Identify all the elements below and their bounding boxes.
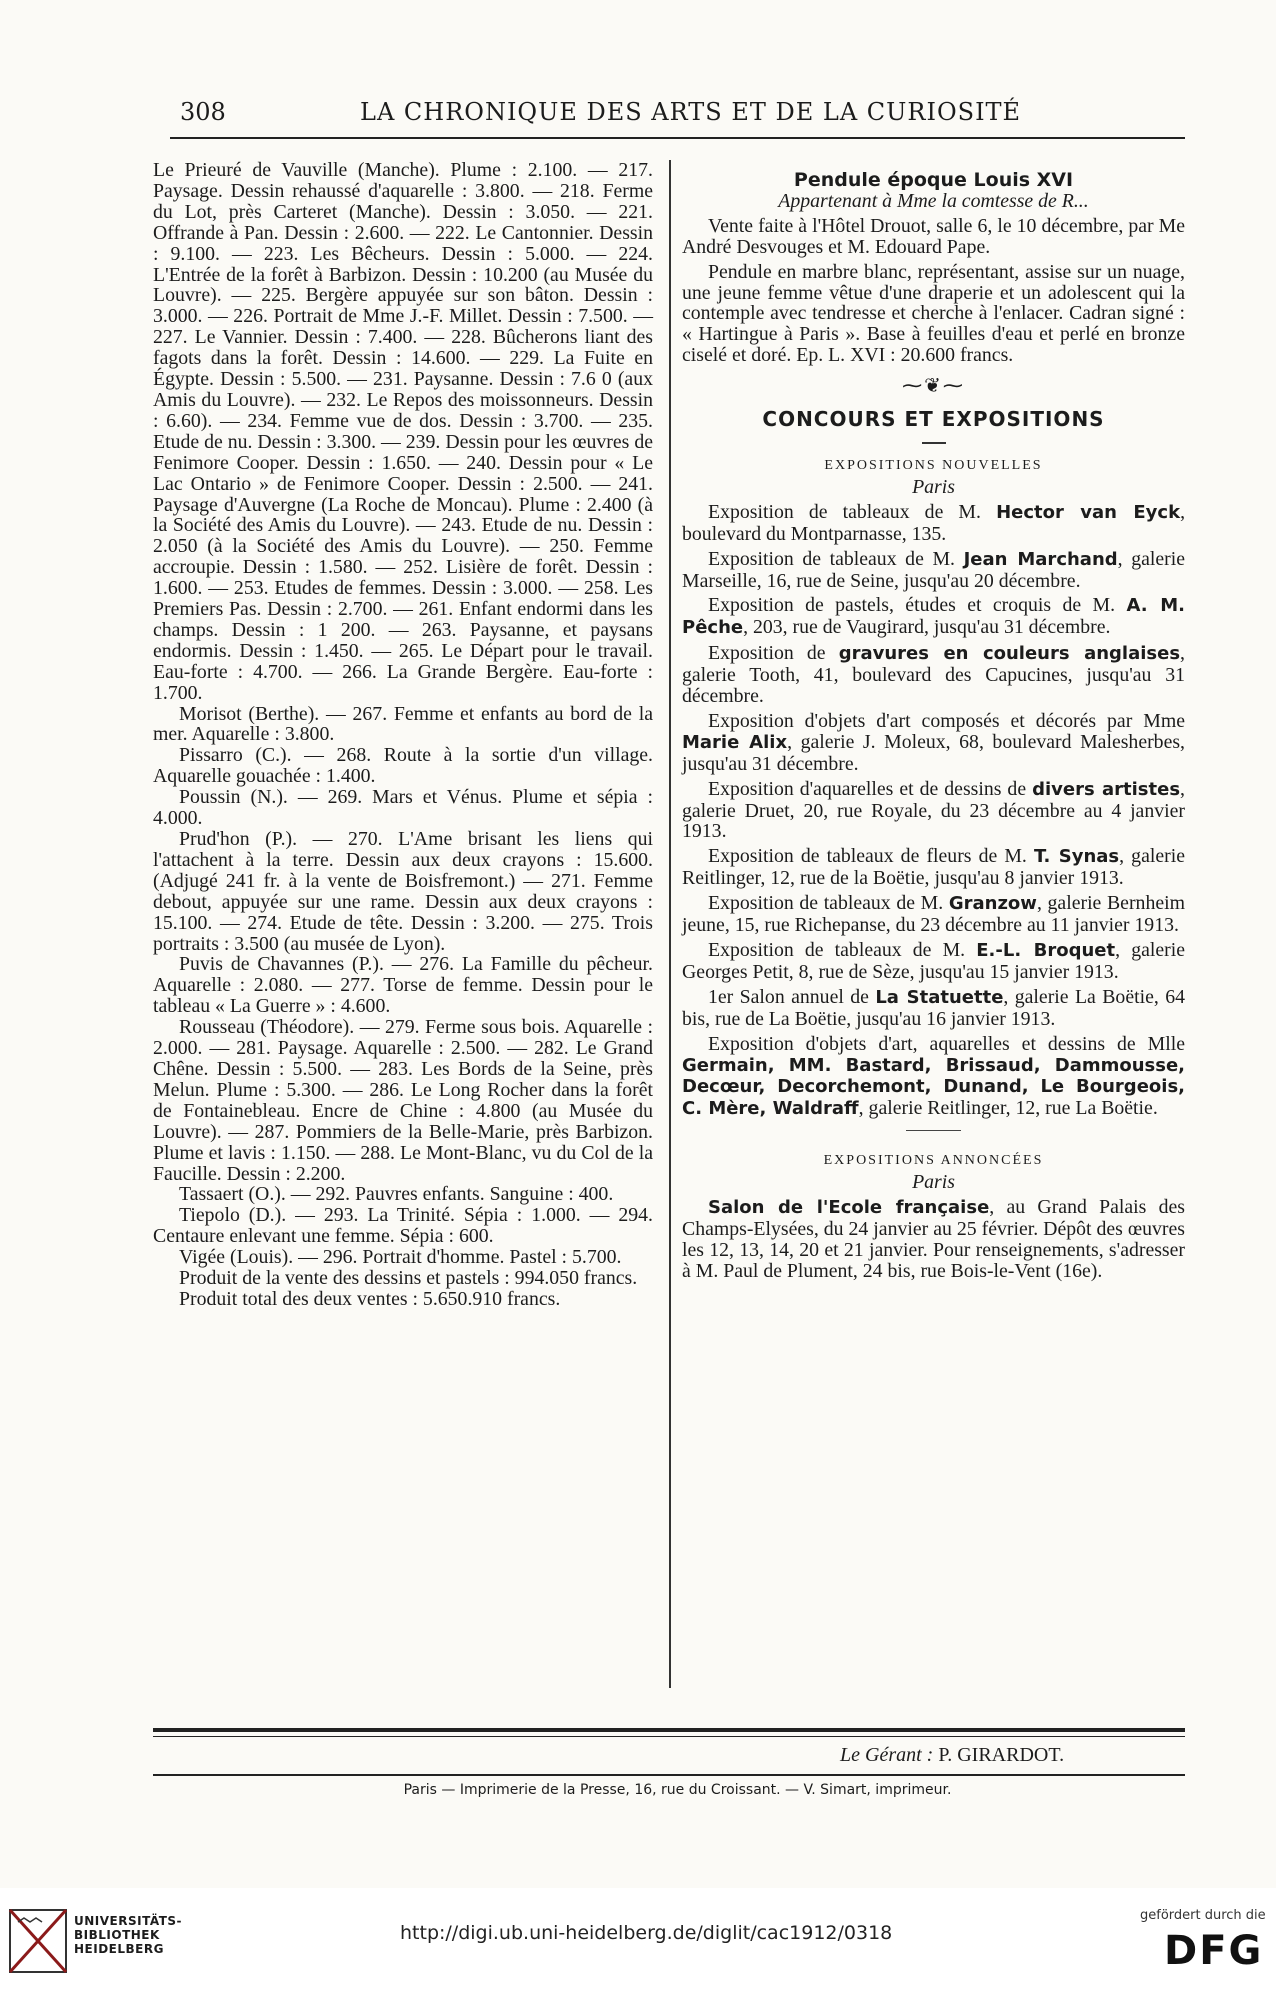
- exhibition-item-details: , galerie Bernheim jeune, 15, rue Richepanse, du 23 décembre au 11 janvier 1913.: [682, 892, 1185, 937]
- page-number: 308: [180, 98, 226, 126]
- tiepolo-paragraph: Tiepolo (D.). — 293. La Trinité. Sépia : 1.000. — 294. Centaure enlevant une femme. Sépia : 600.: [153, 1204, 653, 1248]
- exhibition-item-intro: Exposition de pastels, études et croquis de M.: [708, 594, 1127, 617]
- exhibition-item: [682, 779, 1185, 843]
- exhibition-item: [682, 595, 1185, 639]
- exhibition-item-intro: 1er Salon annuel de: [708, 985, 876, 1008]
- university-line-3: HEIDELBERG: [74, 1942, 164, 1956]
- signature-line: [840, 1744, 1064, 1767]
- nouvelles-list: [682, 502, 1185, 1120]
- pissarro-paragraph: Pissarro (C.). — 268. Route à la sortie d'un village. Aquarelle gouachée : 1.400.: [153, 744, 653, 788]
- section-dash: [922, 442, 946, 444]
- exhibition-item-details: , galerie Tooth, 41, boulevard des Capucines, jusqu'au 31 décembre.: [682, 642, 1185, 708]
- exhibition-item-details: , galerie Druet, 20, rue Royale, du 23 décembre au 4 janvier 1913.: [682, 777, 1185, 843]
- imprint-rule: [153, 1774, 1185, 1776]
- exhibition-item-details: , galerie Marseille, 16, rue de Seine, jusqu'au 20 décembre.: [682, 547, 1186, 592]
- exhibition-item-intro: Exposition de tableaux de fleurs de M.: [708, 845, 1034, 868]
- puvis-paragraph: Puvis de Chavannes (P.). — 276. La Famille du pêcheur. Aquarelle : 2.080. — 277. Torse de femme. Dessin pour le tableau « La Guerre » : 4.600.: [153, 953, 653, 1018]
- rousseau-paragraph: Rousseau (Théodore). — 279. Ferme sous bois. Aquarelle : 2.000. — 281. Paysage. Aquarelle : 2.500. — 282. Le Grand Chêne. Dessin : 5.500. — 283. Les Bords de la Seine, près Melun. Plume : 5.300. — 286. Le Long Rocher dans la forêt de Fontainebleau. Encre de Chine : 4.800 (au Musée du Louvre). — 287. Pommiers de la Belle-Marie, près Barbizon. Plume et lavis : 1.150. — 288. Le Mont-Blanc, vu du Col de la Faucille. Dessin : 2.200.: [153, 1016, 653, 1185]
- exhibition-item: [682, 846, 1185, 889]
- exhibition-item-name: A. M. Pêche: [682, 595, 1185, 639]
- exhibition-item-details: , galerie Reitlinger, 12, rue La Boëtie.: [858, 1097, 1158, 1120]
- annoncees-heading: EXPOSITIONS ANNONCÉES: [823, 1153, 1044, 1169]
- exhibition-item: [682, 711, 1185, 775]
- ornament-divider: ⁓❦⁓: [902, 375, 965, 398]
- exhibition-item-intro: Exposition d'objets d'art composés et décorés par Mme: [708, 709, 1185, 732]
- exhibition-item-intro: Exposition d'objets d'art, aquarelles et dessins de Mlle: [708, 1032, 1185, 1055]
- section-title: CONCOURS ET EXPOSITIONS: [762, 407, 1105, 432]
- exhibition-item-name: Granzow: [948, 893, 1037, 915]
- university-seal-icon: [8, 1908, 68, 1974]
- exhibition-item-name: divers artistes: [1032, 778, 1181, 800]
- column-divider: [669, 160, 671, 1688]
- exhibition-item: [682, 549, 1185, 592]
- exhibition-item-intro: Exposition de tableaux de M.: [708, 547, 964, 570]
- exhibition-item-name: Germain, MM. Bastard, Brissaud, Dammousse, Decœur, Decorchemont, Dunand, Le Bourgeois, C. Mère, Waldraff: [682, 1054, 1185, 1120]
- exhibition-item-details: , galerie J. Moleux, 68, boulevard Malesherbes, jusqu'au 31 décembre.: [682, 730, 1185, 775]
- nouvelles-heading: EXPOSITIONS NOUVELLES: [824, 457, 1043, 473]
- annoncees-item-name: Salon de l'Ecole française: [708, 1197, 990, 1219]
- exhibition-item-name: La Statuette: [875, 986, 1004, 1008]
- exhibition-item-name: E.-L. Broquet: [976, 940, 1116, 961]
- exhibition-item-details: , galerie La Boëtie, 64 bis, rue de La Boëtie, jusqu'au 16 janvier 1913.: [682, 985, 1185, 1030]
- university-name: [74, 1914, 182, 1956]
- prudhon-paragraph: Prud'hon (P.). — 270. L'Ame brisant les liens qui l'attachent à la terre. Dessin aux deux crayons : 15.600. (Adjugé 241 fr. à la vente de Boisfremont.) — 271. Femme debout, appuyée sur une rame. Dessin aux deux crayons : 15.100. — 274. Etude de tête. Dessin : 3.200. — 275. Trois portraits : 3.500 (au musée de Lyon).: [153, 828, 653, 955]
- exhibition-item-name: Jean Marchand: [963, 548, 1118, 570]
- dfg-logo: DFG: [1164, 1928, 1264, 1974]
- exhibition-item: [682, 987, 1185, 1030]
- exhibition-item-name: Hector van Eyck: [996, 501, 1181, 523]
- dfg-caption: gefördert durch die: [1140, 1908, 1266, 1923]
- tassaert-paragraph: Tassaert (O.). — 292. Pauvres enfants. Sanguine : 400.: [179, 1183, 614, 1206]
- university-line-2: BIBLIOTHEK: [74, 1928, 160, 1942]
- pendule-sale-paragraph: Vente faite à l'Hôtel Drouot, salle 6, le 10 décembre, par Me André Desvouges et M. Edouard Pape.: [682, 214, 1185, 258]
- university-line-1: UNIVERSITÄTS-: [74, 1914, 183, 1928]
- exhibition-item: [682, 940, 1185, 983]
- vigee-paragraph: Vigée (Louis). — 296. Portrait d'homme. Pastel : 5.700.: [179, 1246, 622, 1269]
- exhibition-item-name: Marie Alix: [682, 731, 788, 753]
- exhibition-item-details: , galerie Reitlinger, 12, rue de la Boëtie, jusqu'au 8 janvier 1913.: [682, 845, 1185, 890]
- signature-name: P. GIRARDOT.: [938, 1744, 1065, 1766]
- exhibition-item-intro: Exposition de tableaux de M.: [708, 500, 997, 523]
- annoncees-city: Paris: [912, 1171, 955, 1194]
- annoncees-item: [682, 1197, 1185, 1282]
- exhibition-item-intro: Exposition de: [708, 642, 839, 665]
- imprint-line: Paris — Imprimerie de la Presse, 16, rue du Croissant. — V. Simart, imprimeur.: [403, 1782, 952, 1798]
- pendule-description-paragraph: Pendule en marbre blanc, représentant, assise sur un nuage, une jeune femme vêtue d'une draperie et un adolescent qui la contemple avec tendresse et cherche à l'enlacer. Cadran signé : « Hartingue à Paris ». Base à feuilles d'eau et perlé en bronze ciselé et doré. Ep. L. XVI : 20.600 francs.: [682, 260, 1185, 367]
- annoncees-item-details: , au Grand Palais des Champs-Elysées, du 24 janvier au 25 février. Dépôt des œuvres les 12, 13, 14, 20 et 21 janvier. Pour renseignements, s'adresser à M. Paul de Plument, 24 bis, rue Bois-le-Vent (16e).: [682, 1196, 1185, 1282]
- drawings-total: Produit de la vente des dessins et pastels : 994.050 francs.: [179, 1267, 638, 1290]
- exhibition-item-name: T. Synas: [1033, 846, 1120, 868]
- source-url[interactable]: http://digi.ub.uni-heidelberg.de/diglit/cac1912/0318: [400, 1922, 893, 1944]
- pendule-title: Pendule époque Louis XVI: [793, 169, 1074, 191]
- grand-total: Produit total des deux ventes : 5.650.910 francs.: [179, 1287, 561, 1310]
- poussin-paragraph: Poussin (N.). — 269. Mars et Vénus. Plume et sépia : 4.000.: [153, 786, 653, 830]
- exhibition-item-intro: Exposition d'aquarelles et de dessins de: [708, 777, 1033, 800]
- millet-drawings-paragraph: Le Prieuré de Vauville (Manche). Plume : 2.100. — 217. Paysage. Dessin rehaussé d'aquarelle : 3.800. — 218. Ferme du Lot, près Carteret (Manche). Dessin : 3.050. — 221. Offrande à Pan. Dessin : 2.600. — 222. Le Cantonnier. Dessin : 9.100. — 223. Les Bêcheurs. Dessin : 5.000. — 224. L'Entrée de la forêt à Barbizon. Dessin : 10.200 (au Musée du Louvre). — 225. Bergère appuyée sur son bâton. Dessin : 3.000. — 226. Portrait de Mme J.-F. Millet. Dessin : 7.500. — 227. Le Vannier. Dessin : 7.400. — 228. Bûcherons liant des fagots dans la forêt. Dessin : 14.600. — 229. La Fuite en Égypte. Dessin : 5.500. — 231. Paysanne. Dessin : 7.6 0 (aux Amis du Louvre). — 232. Le Repos des moissonneurs. Dessin : 6.60). — 234. Femme vue de dos. Dessin : 3.700. — 235. Etude de nu. Dessin : 3.300. — 239. Dessin pour les œuvres de Fenimore Cooper. Dessin : 1.650. — 240. Dessin pour « Le Lac Ontario » de Fenimore Cooper. Dessin : 2.500. — 241. Paysage d'Auvergne (La Roche de Moncau). Plume : 2.400 (à la Société des Amis du Louvre). — 243. Etude de nu. Dessin : 2.050 (à la Société des Amis du Louvre). — 250. Femme accroupie. Dessin : 1.580. — 252. Lisière de forêt. Dessin : 1.600. — 253. Etudes de femmes. Dessin : 3.000. — 258. Les Premiers Pas. Dessin : 2.700. — 261. Enfant endormi dans les champs. Dessin : 1 200. — 263. Paysanne, et paysans endormis. Dessin : 1.450. — 265. Le Départ pour le travail. Eau-forte : 4.700. — 266. La Grande Bergère. Eau-forte : 1.700.: [153, 159, 653, 704]
- exhibition-item: [682, 893, 1185, 936]
- morisot-paragraph: Morisot (Berthe). — 267. Femme et enfants au bord de la mer. Aquarelle : 3.800.: [153, 702, 653, 746]
- exhibition-item-details: , boulevard du Montparnasse, 135.: [682, 500, 1186, 545]
- pendule-subtitle: Appartenant à Mme la comtesse de R...: [778, 189, 1089, 212]
- running-title: LA CHRONIQUE DES ARTS ET DE LA CURIOSITÉ: [360, 98, 1022, 126]
- exhibition-item-details: , 203, rue de Vaugirard, jusqu'au 31 décembre.: [743, 616, 1111, 639]
- exhibition-item-intro: Exposition de tableaux de M.: [708, 939, 977, 961]
- nouvelles-city: Paris: [912, 475, 955, 498]
- exhibition-item-details: , galerie Georges Petit, 8, rue de Sèze, jusqu'au 15 janvier 1913.: [682, 939, 1185, 983]
- exhibition-item: [682, 502, 1185, 545]
- bottom-rule-thick: [153, 1728, 1185, 1732]
- signature-label: Le Gérant :: [840, 1744, 934, 1766]
- bottom-rule-thin: [153, 1736, 1185, 1737]
- page-header: [170, 98, 1190, 138]
- right-column: [682, 160, 1185, 1282]
- exhibition-item: [682, 643, 1185, 707]
- exhibition-item-name: gravures en couleurs anglaises: [838, 643, 1181, 665]
- exhibition-item-intro: Exposition de tableaux de M.: [708, 892, 949, 915]
- exhibition-item: [682, 1034, 1185, 1121]
- section-separator: [906, 1130, 961, 1131]
- header-rule: [170, 137, 1185, 139]
- left-column: [153, 160, 653, 1310]
- digitization-footer: [0, 1888, 1276, 1992]
